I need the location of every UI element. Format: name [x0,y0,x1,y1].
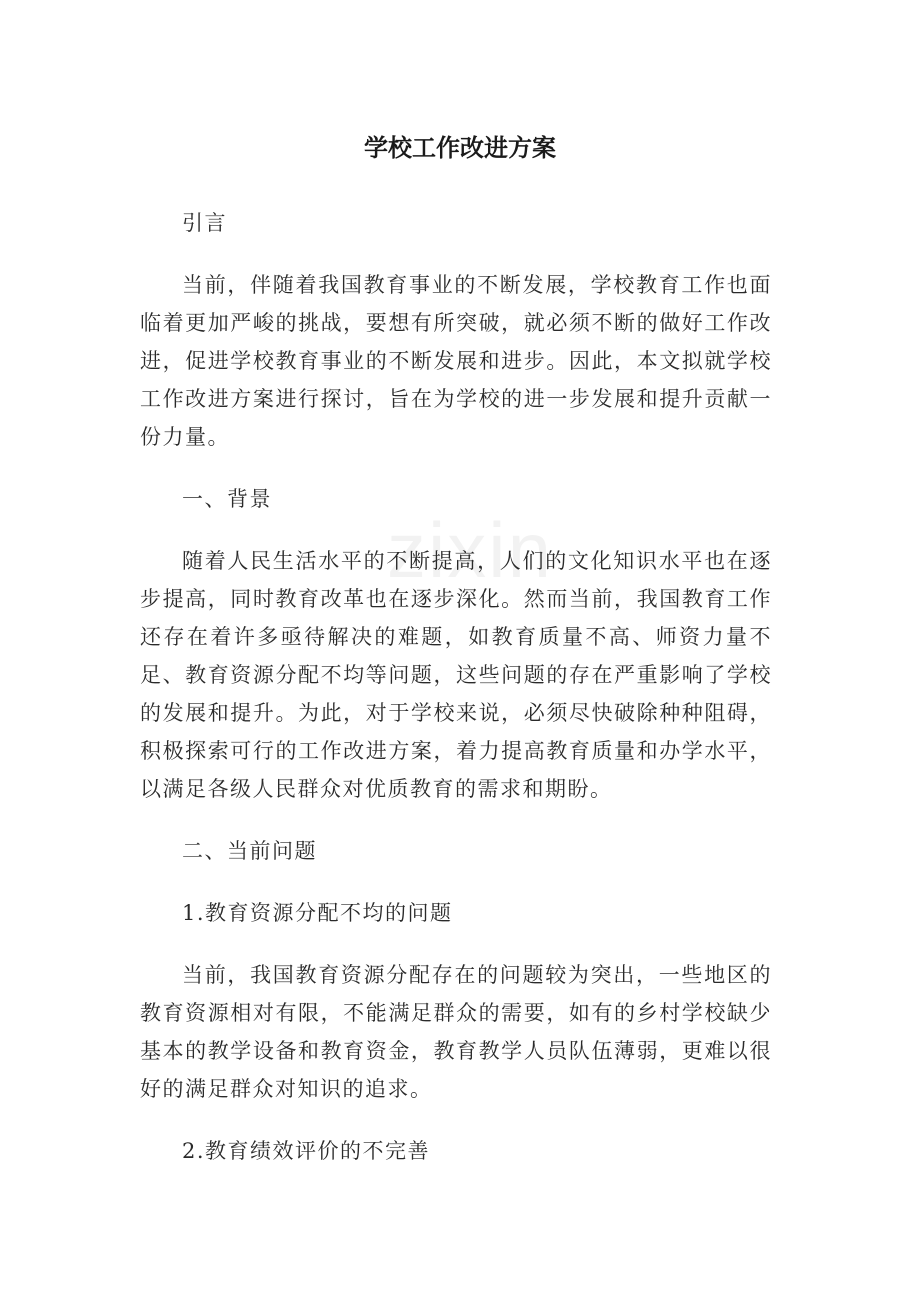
document-title: 学校工作改进方案 [364,134,556,162]
section-heading-intro: 引言 [182,211,227,235]
section-heading-current-issues: 二、当前问题 [182,839,317,863]
watermark: zixin [386,506,554,594]
document-body [140,204,772,1194]
subheading-resource-allocation: 1.教育资源分配不均的问题 [182,901,453,925]
section-heading-background: 一、背景 [182,487,272,511]
paragraph-background: 随着人民生活水平的不断提高，人们的文化知识水平也在逐步提高，同时教育改革也在逐步深化。然而当前，我国教育工作还存在着许多亟待解决的难题，如教育质量不高、师资力量不足、教育资源分配不均等问题，这些问题的存在严重影响了学校的发展和提升。为此，对于学校来说，必须尽快破除种种阻碍，积极探索可行的工作改进方案，着力提高教育质量和办学水平，以满足各级人民群众对优质教育的需求和期盼。 [140,549,772,801]
paragraph-intro: 当前，伴随着我国教育事业的不断发展，学校教育工作也面临着更加严峻的挑战，要想有所突破，就必须不断的做好工作改进，促进学校教育事业的不断发展和进步。因此，本文拟就学校工作改进方案进行探讨，旨在为学校的进一步发展和提升贡献一份力量。 [140,273,772,449]
paragraph-resource-allocation: 当前，我国教育资源分配存在的问题较为突出，一些地区的教育资源相对有限，不能满足群众的需要，如有的乡村学校缺少基本的教学设备和教育资金，教育教学人员队伍薄弱，更难以很好的满足群众对知识的追求。 [140,963,772,1101]
subheading-performance-evaluation: 2.教育绩效评价的不完善 [182,1139,431,1163]
